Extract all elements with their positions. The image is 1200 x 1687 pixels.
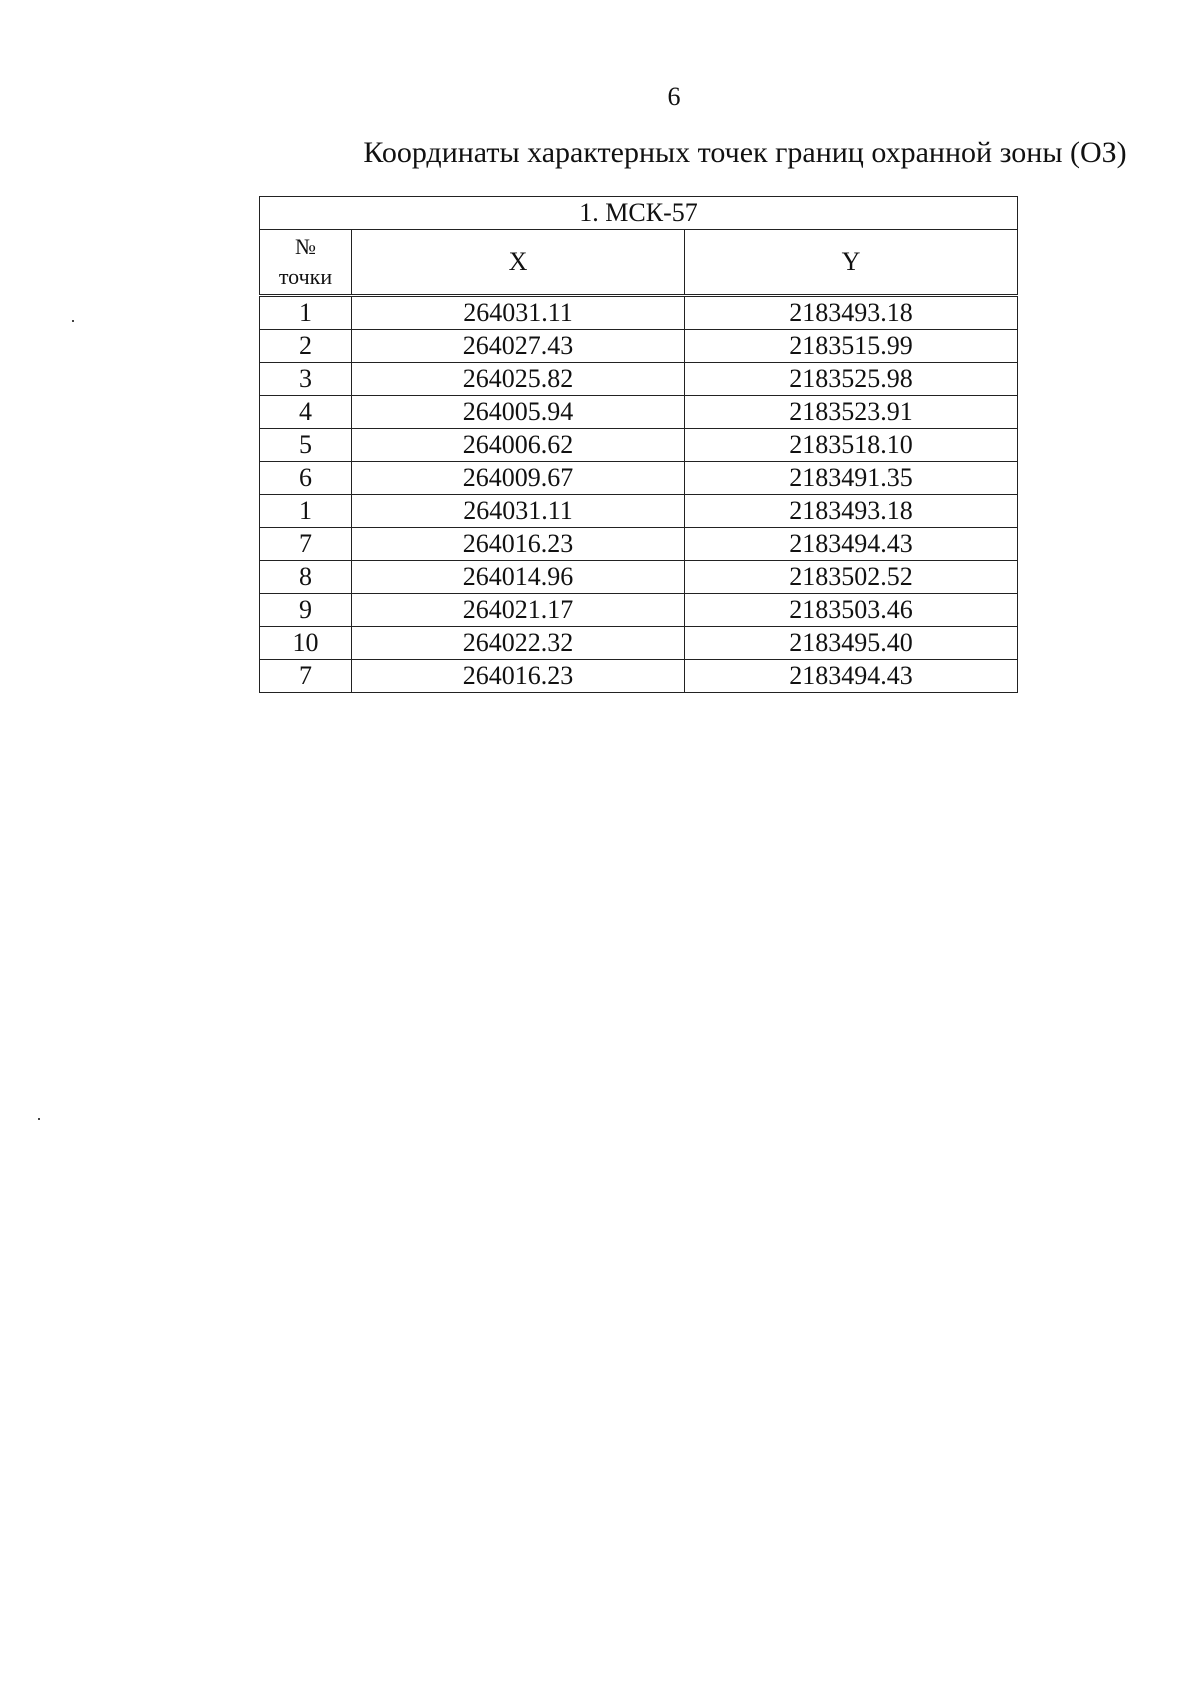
y-coordinate-cell: 2183523.91 [685,396,1018,429]
point-number-cell: 5 [260,429,352,462]
x-coordinate-cell: 264009.67 [352,462,685,495]
point-number-cell: 6 [260,462,352,495]
table-row [260,594,1018,627]
header-y: Y [685,230,1018,296]
coordinate-system-row [260,197,1018,230]
point-number-cell: 7 [260,660,352,693]
x-coordinate-cell: 264005.94 [352,396,685,429]
header-point-number [260,230,352,296]
point-number-cell: 3 [260,363,352,396]
y-coordinate-cell: 2183493.18 [685,296,1018,330]
table-row [260,462,1018,495]
header-point-number-line1: № [295,234,316,259]
y-coordinate-cell: 2183502.52 [685,561,1018,594]
page-number: 6 [667,82,681,111]
x-coordinate-cell: 264006.62 [352,429,685,462]
x-coordinate-cell: 264031.11 [352,296,685,330]
header-x: X [352,230,685,296]
y-coordinate-cell: 2183491.35 [685,462,1018,495]
coordinates-table [259,196,1018,693]
x-coordinate-cell: 264022.32 [352,627,685,660]
table-row [260,495,1018,528]
point-number-cell: 8 [260,561,352,594]
table-header-row [260,230,1018,296]
x-coordinate-cell: 264014.96 [352,561,685,594]
scan-speck [38,1118,40,1120]
point-number-cell: 7 [260,528,352,561]
y-coordinate-cell: 2183515.99 [685,330,1018,363]
x-coordinate-cell: 264031.11 [352,495,685,528]
table-row [260,561,1018,594]
y-coordinate-cell: 2183494.43 [685,660,1018,693]
scan-speck [72,320,74,322]
point-number-cell: 1 [260,495,352,528]
document-title: Координаты характерных точек границ охранной зоны (ОЗ) [363,136,1127,169]
y-coordinate-cell: 2183495.40 [685,627,1018,660]
table-body [260,296,1018,693]
point-number-cell: 2 [260,330,352,363]
x-coordinate-cell: 264027.43 [352,330,685,363]
table-row [260,330,1018,363]
y-coordinate-cell: 2183518.10 [685,429,1018,462]
point-number-cell: 4 [260,396,352,429]
table-row [260,528,1018,561]
y-coordinate-cell: 2183525.98 [685,363,1018,396]
x-coordinate-cell: 264016.23 [352,528,685,561]
table-row [260,627,1018,660]
table-row [260,429,1018,462]
table-row [260,363,1018,396]
y-coordinate-cell: 2183503.46 [685,594,1018,627]
y-coordinate-cell: 2183494.43 [685,528,1018,561]
x-coordinate-cell: 264016.23 [352,660,685,693]
table-row [260,296,1018,330]
table-row [260,396,1018,429]
header-point-number-line2: точки [278,264,333,289]
y-coordinate-cell: 2183493.18 [685,495,1018,528]
coordinate-system-label: 1. МСК-57 [260,197,1018,230]
table-row [260,660,1018,693]
point-number-cell: 1 [260,296,352,330]
point-number-cell: 10 [260,627,352,660]
x-coordinate-cell: 264025.82 [352,363,685,396]
point-number-cell: 9 [260,594,352,627]
x-coordinate-cell: 264021.17 [352,594,685,627]
